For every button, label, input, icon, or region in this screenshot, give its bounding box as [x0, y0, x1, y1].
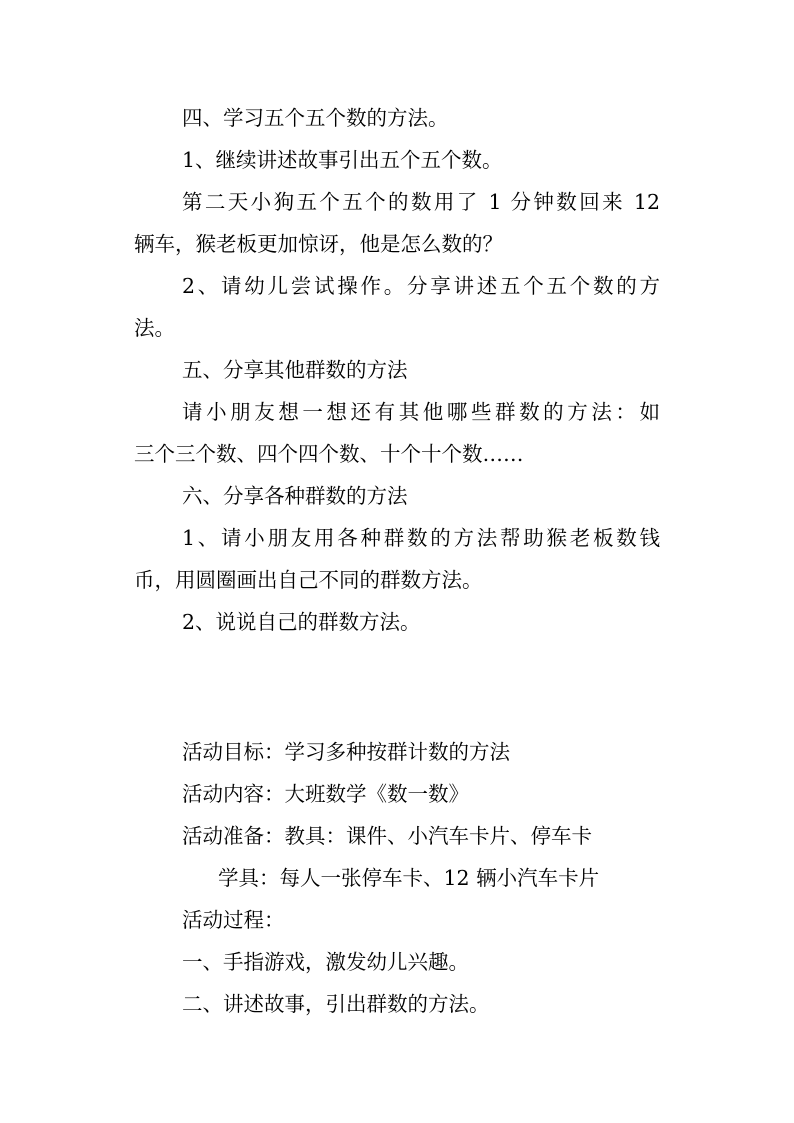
activity-process-label: 活动过程：	[182, 908, 285, 932]
section-four-step-1: 1、继续讲述故事引出五个五个数。	[182, 148, 503, 172]
section-four-step-2-line-1: 2、请幼儿尝试操作。分享讲述五个五个数的方	[182, 274, 660, 298]
section-six-step-1-line-2: 币，用圆圈画出自己不同的群数方法。	[134, 568, 483, 592]
process-step-two: 二、讲述故事，引出群数的方法。	[182, 992, 490, 1016]
section-five-paragraph-line-1: 请小朋友想一想还有其他哪些群数的方法：如	[182, 400, 660, 424]
section-six-heading: 六、分享各种群数的方法	[182, 484, 408, 508]
section-four-paragraph-line-1: 第二天小狗五个五个的数用了 1 分钟数回来 12	[182, 190, 660, 214]
activity-preparation: 活动准备：教具：课件、小汽车卡片、停车卡	[182, 824, 592, 848]
section-five-heading: 五、分享其他群数的方法	[182, 358, 408, 382]
activity-goal: 活动目标：学习多种按群计数的方法	[182, 740, 510, 764]
section-four-step-2-line-2: 法。	[134, 316, 175, 340]
activity-student-tools: 学具：每人一张停车卡、12 辆小汽车卡片	[218, 866, 600, 890]
section-six-step-1-line-1: 1、请小朋友用各种群数的方法帮助猴老板数钱	[182, 526, 660, 550]
section-six-step-2: 2、说说自己的群数方法。	[182, 610, 421, 634]
section-four-paragraph-line-2: 辆车，猴老板更加惊讶，他是怎么数的？	[134, 232, 503, 256]
section-four-heading: 四、学习五个五个数的方法。	[182, 106, 449, 130]
process-step-one: 一、手指游戏，激发幼儿兴趣。	[182, 950, 469, 974]
section-five-paragraph-line-2: 三个三个数、四个四个数、十个十个数……	[134, 442, 524, 466]
activity-content: 活动内容：大班数学《数一数》	[182, 782, 469, 806]
